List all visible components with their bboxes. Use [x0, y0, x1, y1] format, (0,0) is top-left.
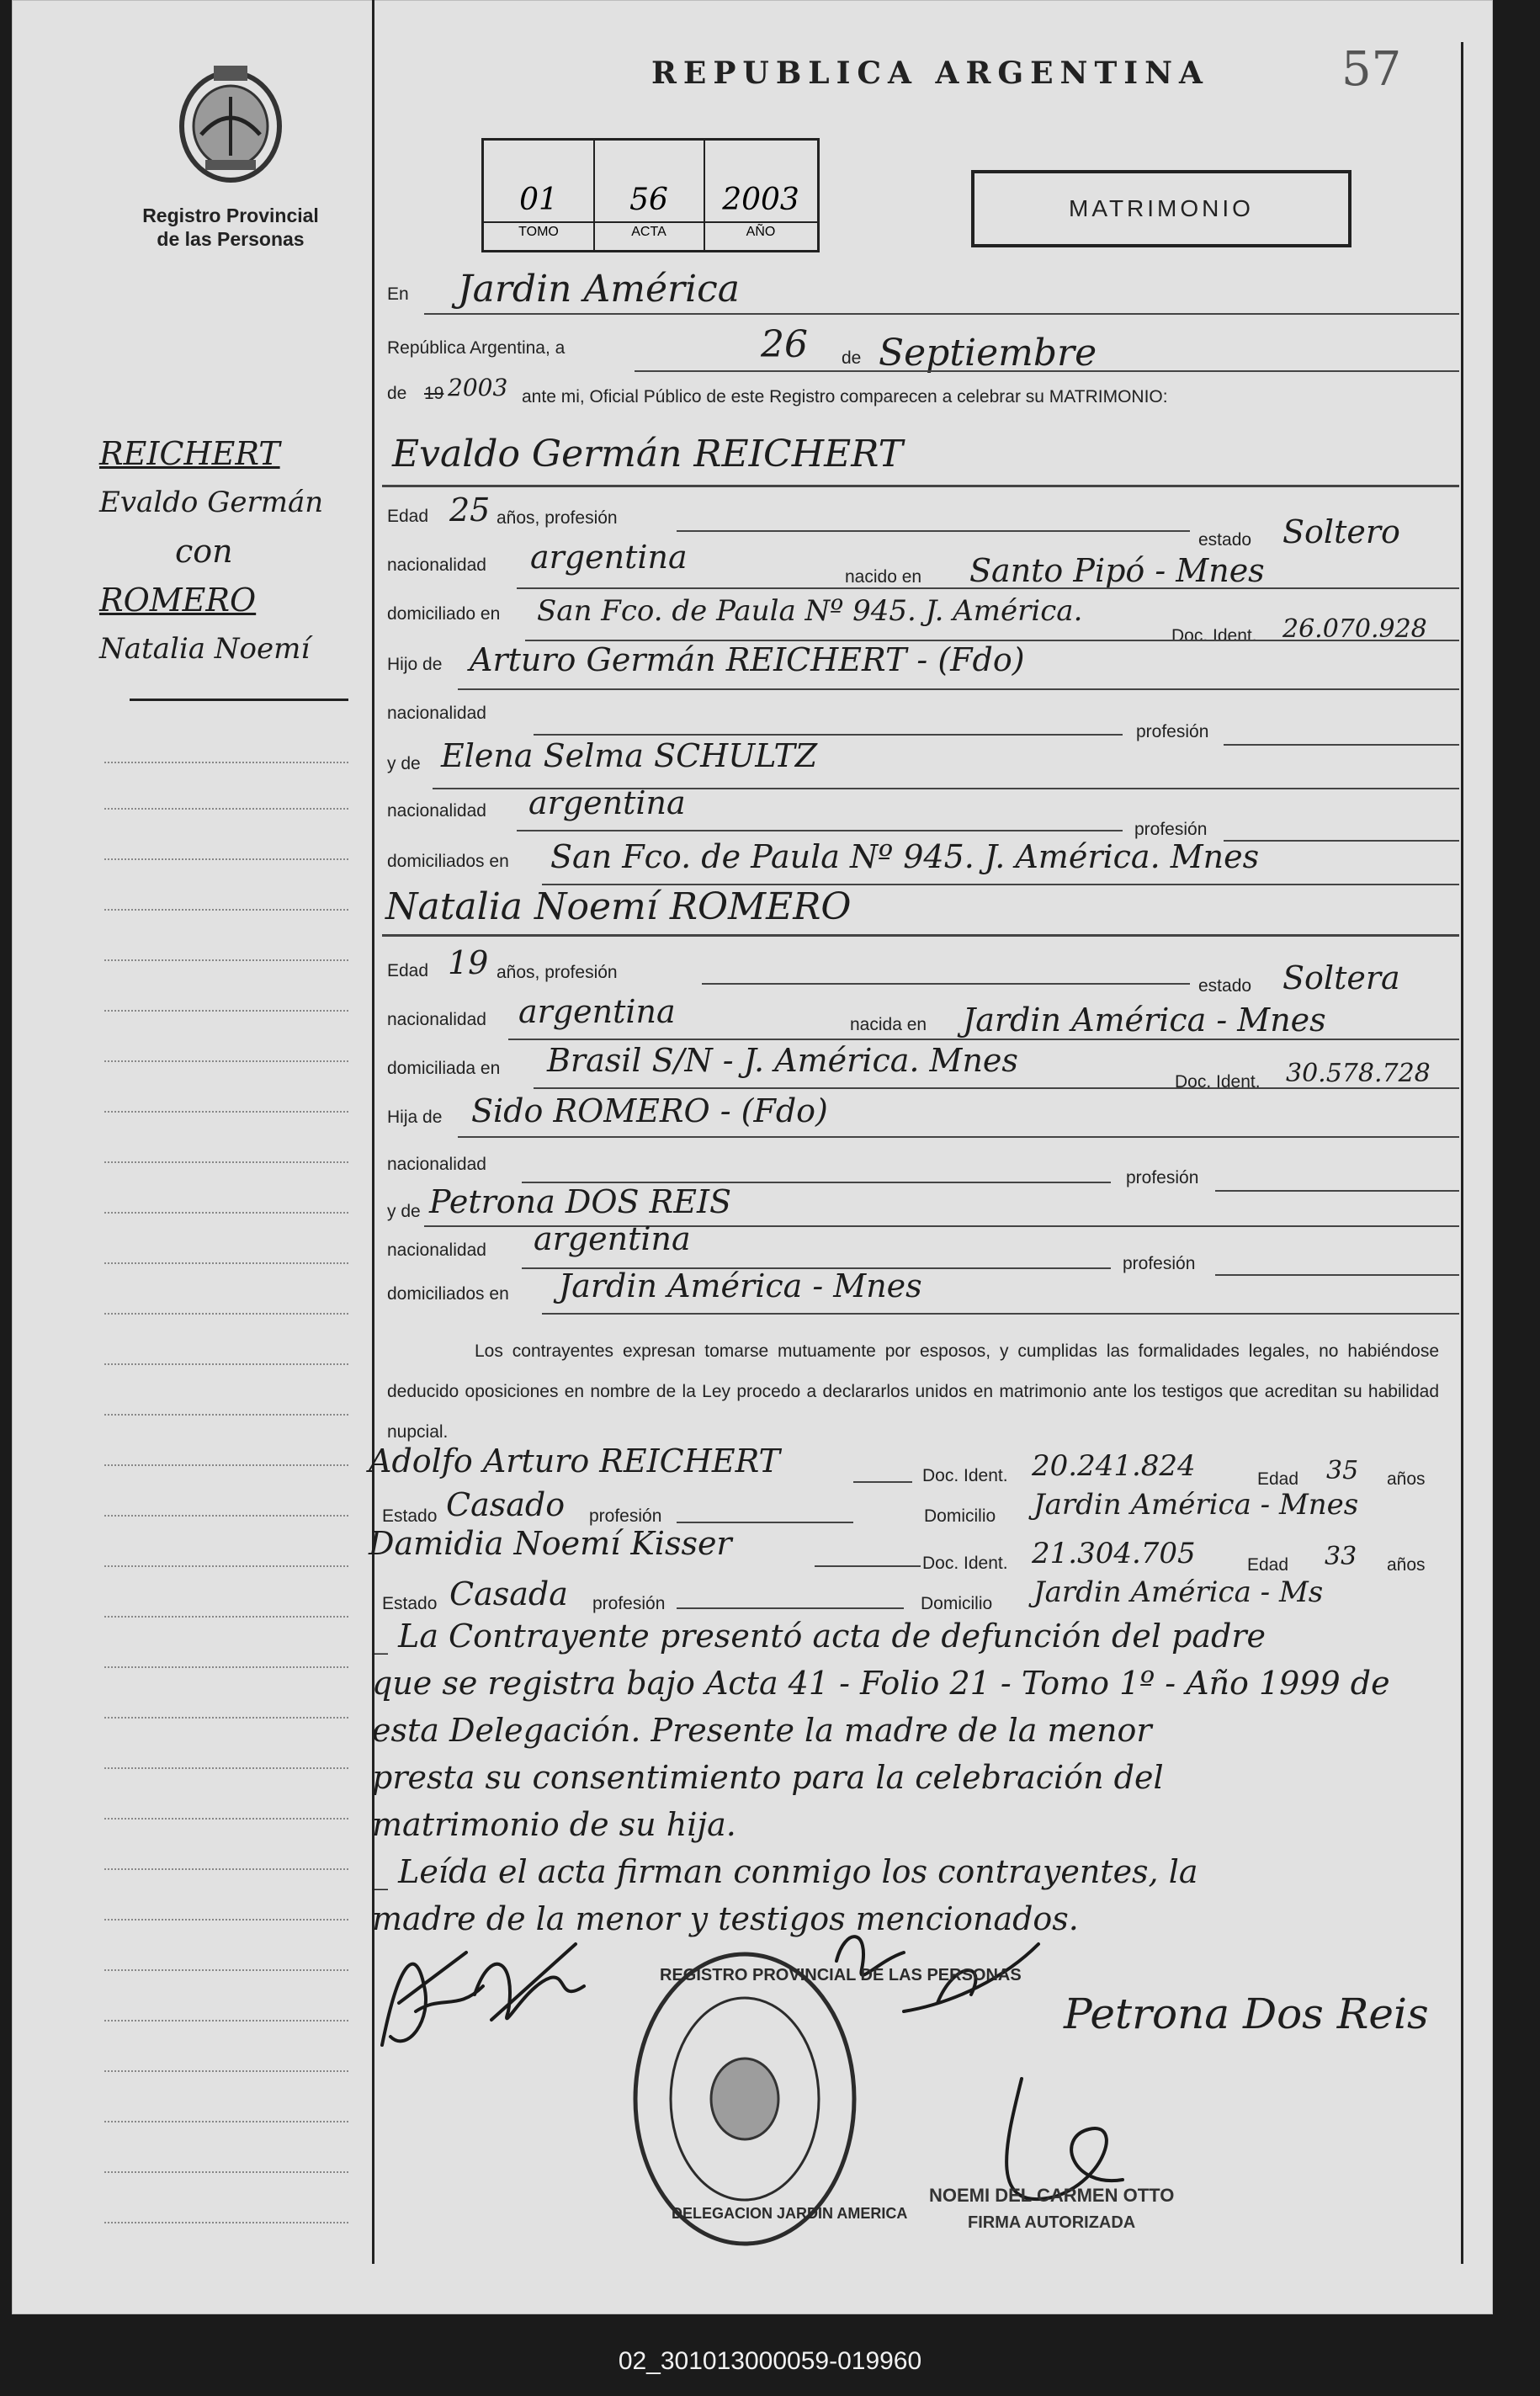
line-witness-1-profession — [677, 1522, 853, 1523]
groom-parents-address: San Fco. de Paula Nº 945. J. América. Mnes — [550, 838, 1260, 875]
bride-signature-icon — [475, 1944, 584, 2020]
margin-rule-right — [1461, 42, 1463, 2264]
line-bride-parents-address — [542, 1313, 1459, 1315]
bride-label-nacionalidad: nacionalidad — [387, 1010, 486, 1029]
margin-groom-given: Evaldo Germán — [99, 486, 324, 519]
line-bride-father-prof — [1215, 1190, 1459, 1192]
bride-label-prof-mother: profesión — [1123, 1254, 1196, 1273]
margin-line — [104, 1464, 348, 1466]
groom-birthplace: Santo Pipó - Mnes — [969, 552, 1265, 589]
intro-text-tail: ante mi, Oficial Público de este Registro comparecen a celebrar su MATRIMONIO: — [522, 387, 1168, 406]
line-groom-profession — [677, 530, 1190, 532]
groom-father: Arturo Germán REICHERT - (Fdo) — [470, 641, 1025, 678]
margin-line — [104, 2121, 348, 2122]
groom-label-domiciliados: domiciliados en — [387, 852, 509, 871]
groom-address: San Fco. de Paula Nº 945. J. América. — [537, 594, 1083, 628]
note-line-2: que se registra bajo Acta 41 - Folio 21 - Tomo 1º - Año 1999 de — [372, 1665, 1390, 1702]
label-de: de — [842, 348, 862, 368]
note-line-6: _ Leída el acta firman conmigo los contrayentes, la — [372, 1853, 1198, 1890]
intro-place: Jardin América — [458, 268, 740, 311]
line-place — [424, 313, 1459, 315]
line-groom-mother-nat — [517, 830, 1123, 831]
margin-bride-given: Natalia Noemí — [99, 632, 311, 666]
registry-name — [121, 204, 340, 251]
official-signature-icon — [1006, 2079, 1123, 2199]
provincial-coat-of-arms-icon — [172, 59, 289, 185]
witness-1-label-doc: Doc. Ident. — [922, 1466, 1008, 1485]
witness-1-label-anos: años — [1387, 1469, 1426, 1489]
tomo-label: TOMO — [484, 221, 593, 242]
intro-month: Septiembre — [879, 332, 1097, 375]
witness-1-age: 35 — [1326, 1456, 1359, 1485]
line-groom-nationality — [517, 587, 1459, 589]
margin-line — [104, 1363, 348, 1365]
line-groom-father-prof — [1224, 744, 1459, 746]
witness-2-label-edad: Edad — [1247, 1555, 1289, 1575]
groom-label-domiciliado: domiciliado en — [387, 604, 501, 624]
groom-signature-icon — [382, 1952, 483, 2045]
acta-cell — [594, 141, 705, 250]
margin-line — [104, 909, 348, 911]
margin-line — [104, 1717, 348, 1719]
country-heading: REPUBLICA ARGENTINA — [651, 56, 1209, 91]
bride-mother-nationality: argentina — [534, 1220, 691, 1257]
official-name: NOEMI DEL CARMEN OTTO — [929, 2185, 1175, 2206]
margin-line — [104, 2171, 348, 2173]
margin-line — [104, 1868, 348, 1870]
witness-1-label-profesion: profesión — [589, 1506, 662, 1526]
margin-groom-surname: REICHERT — [99, 435, 280, 472]
groom-label-prof-mother: profesión — [1134, 820, 1208, 839]
groom-doc: 26.070.928 — [1282, 614, 1427, 644]
groom-label-edad: Edad — [387, 507, 429, 526]
marginal-notes — [372, 1612, 1390, 1942]
line-groom-father-nat — [534, 734, 1123, 736]
bride-address: Brasil S/N - J. América. Mnes — [547, 1042, 1018, 1079]
margin-line — [104, 1919, 348, 1921]
margin-line — [104, 1111, 348, 1113]
witness-1-label-estado: Estado — [382, 1506, 438, 1526]
mother-signature: Petrona Dos Reis — [1064, 1990, 1429, 2038]
margin-line — [104, 1414, 348, 1416]
line-witness-1-name — [853, 1481, 912, 1483]
line-bride-profession — [702, 983, 1190, 985]
bride-label-nacida: nacida en — [850, 1015, 927, 1034]
register-page — [12, 0, 1493, 2314]
groom-label-nac-father: nacionalidad — [387, 704, 486, 723]
line-witness-2-name — [815, 1565, 921, 1567]
witness-2-address: Jardin América - Ms — [1033, 1575, 1324, 1609]
anio-value: 2003 — [722, 183, 799, 217]
margin-note — [99, 429, 323, 673]
line-bride-name — [382, 934, 1459, 937]
groom-label-prof-father: profesión — [1136, 722, 1209, 741]
label-republica: República Argentina, a — [387, 338, 566, 358]
stamp-outer-text: REGISTRO PROVINCIAL DE LAS PERSONAS — [660, 1966, 1022, 1984]
witness-2-age: 33 — [1325, 1542, 1357, 1571]
line-bride-mother-prof — [1215, 1274, 1459, 1276]
witness-2-label-domicilio: Domicilio — [921, 1594, 993, 1613]
bride-label-nac-mother: nacionalidad — [387, 1241, 486, 1260]
record-type-box: MATRIMONIO — [971, 170, 1351, 247]
bride-label-domiciliada: domiciliada en — [387, 1059, 501, 1078]
groom-label-y-de: y de — [387, 754, 421, 773]
bride-label-edad: Edad — [387, 961, 429, 980]
bride-label-doc: Doc. Ident. — [1175, 1072, 1261, 1092]
groom-age: 25 — [449, 491, 491, 529]
margin-line — [104, 1262, 348, 1264]
tomo-value: 01 — [519, 183, 558, 217]
anio-cell — [704, 141, 817, 250]
margin-line — [104, 2070, 348, 2072]
bride-doc: 30.578.728 — [1286, 1059, 1431, 1088]
bride-father: Sido ROMERO - (Fdo) — [471, 1092, 828, 1129]
line-bride-nationality — [508, 1039, 1459, 1040]
official-title: FIRMA AUTORIZADA — [968, 2213, 1136, 2232]
registry-name-line1: Registro Provincial — [142, 205, 319, 226]
acta-value: 56 — [629, 183, 668, 217]
bride-parents-address: Jardin América - Mnes — [559, 1267, 922, 1304]
line-bride-address — [534, 1087, 1459, 1089]
groom-label-hijo: Hijo de — [387, 655, 443, 674]
margin-line — [104, 2222, 348, 2223]
bride-label-nac-father: nacionalidad — [387, 1155, 486, 1174]
bride-mother: Petrona DOS REIS — [429, 1183, 731, 1220]
witness-1-label-edad: Edad — [1257, 1469, 1299, 1489]
intro-day: 26 — [761, 323, 808, 366]
line-bride-father — [458, 1136, 1459, 1138]
registry-name-line2: de las Personas — [157, 228, 305, 250]
witness-1-doc: 20.241.824 — [1032, 1449, 1196, 1483]
declaration-text: Los contrayentes expresan tomarse mutuamente por esposos, y cumplidas las formalidades legales, no habiéndose deducido oposiciones en nombre de la Ley procedo a declararlos unidos en matrimonio ante los testigos que acreditan su habilidad nupcial. — [387, 1341, 1439, 1442]
year-prefix: 19 — [424, 384, 444, 403]
note-line-3: esta Delegación. Presente la madre de la menor — [372, 1712, 1152, 1749]
margin-note-rule — [130, 699, 348, 701]
stamp-lower-text: DELEGACION JARDIN AMERICA — [672, 2205, 908, 2222]
witness-2-civil-status: Casada — [449, 1575, 568, 1612]
margin-line — [104, 1616, 348, 1618]
bride-label-domiciliados: domiciliados en — [387, 1284, 509, 1304]
bride-name: Natalia Noemí ROMERO — [385, 885, 852, 928]
margin-line — [104, 1666, 348, 1668]
line-groom-name — [382, 485, 1459, 487]
witness-2-label-estado: Estado — [382, 1594, 438, 1613]
margin-line — [104, 1515, 348, 1517]
bride-label-y-de: y de — [387, 1202, 421, 1221]
note-line-5: matrimonio de su hija. — [372, 1806, 736, 1843]
margin-line — [104, 959, 348, 961]
groom-label-nacido: nacido en — [845, 567, 922, 587]
witness-2-label-doc: Doc. Ident. — [922, 1554, 1008, 1573]
groom-label-nacionalidad: nacionalidad — [387, 555, 486, 575]
bride-age: 19 — [448, 944, 489, 981]
margin-line — [104, 1161, 348, 1163]
margin-line — [104, 1060, 348, 1062]
record-number-box — [481, 138, 820, 252]
bride-civil-status: Soltera — [1282, 959, 1400, 996]
witness-1-label-domicilio: Domicilio — [924, 1506, 996, 1526]
witness-2-doc: 21.304.705 — [1032, 1537, 1196, 1570]
label-en: En — [387, 284, 409, 304]
margin-line — [104, 1010, 348, 1012]
bride-birthplace: Jardin América - Mnes — [963, 1001, 1326, 1039]
label-de2: de — [387, 384, 407, 403]
groom-label-nac-mother: nacionalidad — [387, 801, 486, 821]
bride-label-prof-father: profesión — [1126, 1168, 1199, 1187]
bride-label-anos-profesion: años, profesión — [497, 963, 618, 982]
bride-label-estado: estado — [1198, 976, 1252, 996]
tomo-cell — [484, 141, 595, 250]
page-number: 57 — [1341, 42, 1402, 97]
margin-line — [104, 1767, 348, 1769]
witness-1-address: Jardin América - Mnes — [1033, 1488, 1359, 1522]
groom-label-estado: estado — [1198, 530, 1252, 550]
signatures-area — [365, 1910, 1459, 2247]
witness-1-civil-status: Casado — [446, 1486, 566, 1523]
image-caption: 02_301013000059-019960 — [618, 2347, 922, 2375]
margin-bride-surname: ROMERO — [99, 582, 257, 619]
margin-line — [104, 1565, 348, 1567]
note-line-1: _ La Contrayente presentó acta de defunción del padre — [372, 1618, 1267, 1655]
bride-nationality: argentina — [518, 993, 676, 1030]
bride-label-hija: Hija de — [387, 1108, 443, 1127]
margin-line — [104, 1969, 348, 1971]
groom-civil-status: Soltero — [1282, 513, 1400, 550]
groom-nationality: argentina — [530, 539, 688, 576]
line-witness-2-profession — [677, 1607, 904, 1609]
groom-mother-nationality: argentina — [528, 784, 686, 821]
line-groom-father — [458, 688, 1459, 690]
groom-label-anos-profesion: años, profesión — [497, 508, 618, 528]
margin-line — [104, 2020, 348, 2021]
margin-line — [104, 808, 348, 810]
groom-name: Evaldo Germán REICHERT — [392, 433, 903, 475]
margin-line — [104, 858, 348, 860]
acta-label: ACTA — [594, 221, 704, 242]
margin-line — [104, 1818, 348, 1820]
witness-2-label-profesion: profesión — [592, 1594, 666, 1613]
margin-line — [104, 1212, 348, 1214]
intro-year: 2003 — [448, 374, 508, 401]
line-date — [635, 370, 1459, 372]
note-line-4: presta su consentimiento para la celebración del — [372, 1759, 1164, 1796]
witness-2-label-anos: años — [1387, 1555, 1426, 1575]
anio-label: AÑO — [704, 221, 817, 242]
groom-mother: Elena Selma SCHULTZ — [441, 737, 818, 774]
margin-con: con — [175, 533, 233, 570]
note-line-7: madre de la menor y testigos mencionados. — [372, 1900, 1079, 1937]
witness-1-name: Adolfo Arturo REICHERT — [369, 1442, 780, 1480]
witness-2-name: Damidia Noemí Kisser — [369, 1525, 732, 1562]
margin-line — [104, 1313, 348, 1315]
groom-label-doc: Doc. Ident. — [1171, 626, 1257, 645]
margin-line — [104, 762, 348, 763]
